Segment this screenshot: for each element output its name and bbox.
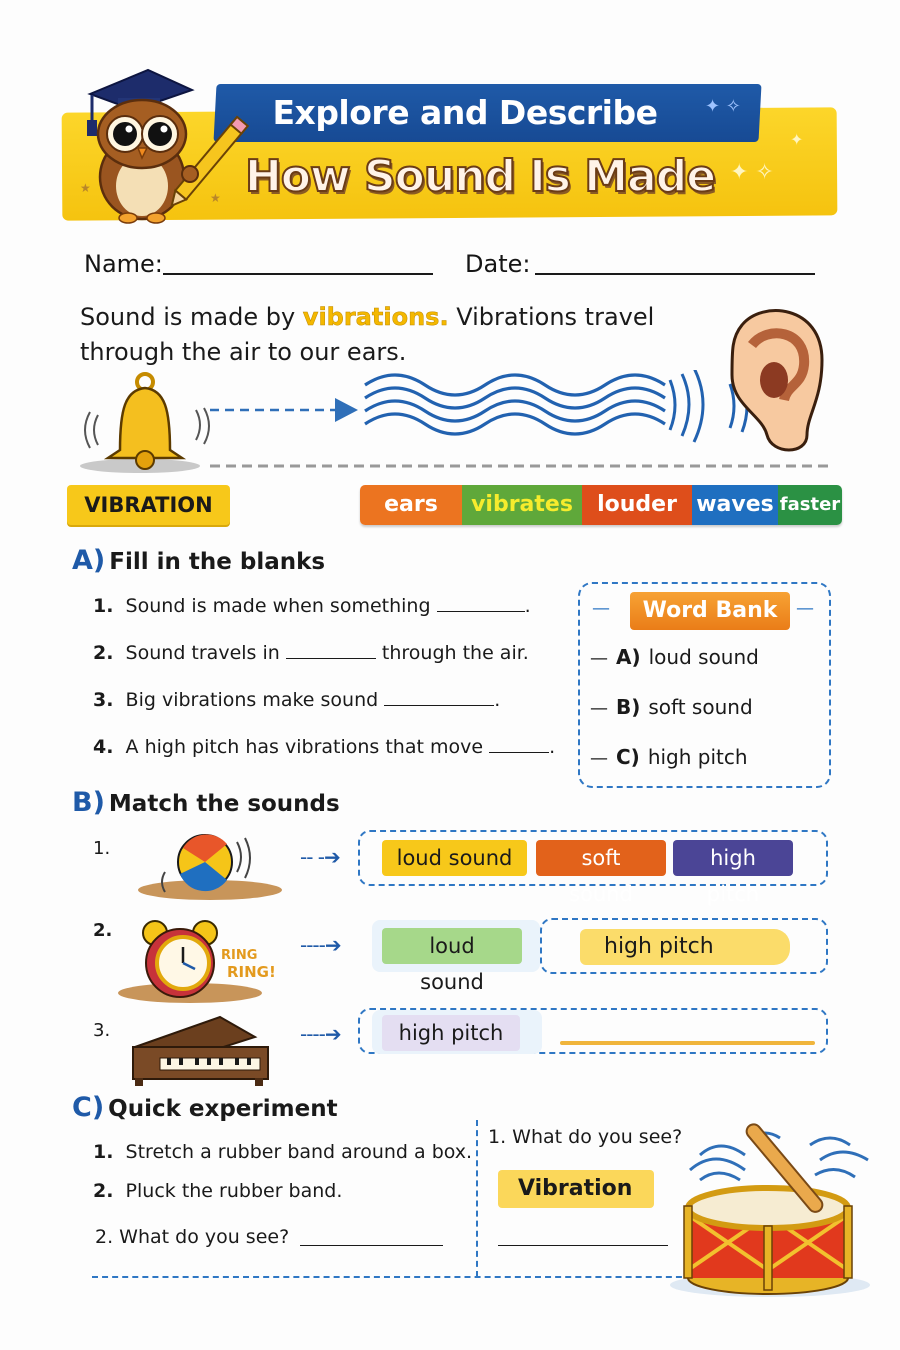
question-text: A high pitch has vibrations that move bbox=[125, 736, 484, 758]
word-bank-title: Word Bank bbox=[630, 592, 790, 630]
match-row-3-number: 3. bbox=[93, 1020, 111, 1041]
match-chip-high-pitch[interactable]: high pitch bbox=[673, 840, 793, 876]
section-divider bbox=[476, 1120, 478, 1277]
bouncing-ball-icon bbox=[135, 832, 290, 902]
intro-text-end: Vibrations travel through the air to our ears. bbox=[80, 303, 655, 366]
vocab-word-strip bbox=[360, 485, 842, 525]
answer-blank-4[interactable] bbox=[489, 739, 549, 753]
word-bank-item-c: — C) high pitch bbox=[590, 745, 748, 769]
match-answer-line[interactable] bbox=[560, 1041, 815, 1045]
question-text-end: . bbox=[549, 736, 556, 758]
sparkle-icon: ✦ ✧ bbox=[730, 160, 774, 185]
owl-mascot-icon bbox=[70, 62, 250, 227]
fill-question-4 bbox=[93, 736, 555, 758]
sparkle-icon: ✦ ✧ bbox=[705, 96, 741, 117]
intro-text-start: Sound is made by bbox=[80, 303, 303, 331]
question-text-end: . bbox=[524, 595, 531, 617]
vocab-tag-vibration: VIBRATION bbox=[67, 485, 230, 525]
drum-icon bbox=[660, 1120, 885, 1300]
word-bank-text: high pitch bbox=[647, 745, 748, 769]
question-text: Sound is made when something bbox=[125, 595, 431, 617]
worksheet-title: How Sound Is Made bbox=[244, 151, 716, 202]
step-text: Stretch a rubber band around a box. bbox=[125, 1141, 473, 1163]
dash-decoration: — bbox=[796, 598, 814, 619]
word-bank-key: C) bbox=[616, 745, 640, 769]
alarm-clock-icon bbox=[115, 915, 285, 1005]
date-field[interactable] bbox=[535, 273, 815, 275]
question-text: Sound travels in bbox=[125, 642, 280, 664]
question-text: Big vibrations make sound bbox=[125, 689, 379, 711]
experiment-answer-vibration[interactable]: Vibration bbox=[498, 1170, 654, 1208]
experiment-step-1 bbox=[93, 1141, 472, 1163]
question-number: 3. bbox=[93, 689, 114, 711]
section-divider bbox=[92, 1276, 692, 1278]
name-field[interactable] bbox=[163, 273, 433, 275]
word-bank-item-b: — B) soft sound bbox=[590, 695, 753, 719]
question-text: 2. What do you see? bbox=[95, 1226, 290, 1248]
date-label: Date: bbox=[465, 250, 531, 278]
question-number: 1. bbox=[93, 595, 114, 617]
question-text-end: . bbox=[494, 689, 501, 711]
match-chip-high-pitch[interactable]: high pitch bbox=[382, 1015, 520, 1051]
experiment-question-right: 1. What do you see? bbox=[488, 1126, 683, 1148]
question-text-end: through the air. bbox=[381, 642, 529, 664]
bell-icon bbox=[108, 374, 182, 469]
vocab-word-vibrates: vibrates bbox=[462, 485, 582, 525]
vocab-word-louder: louder bbox=[582, 485, 692, 525]
word-bank-item-a: — A) loud sound bbox=[590, 645, 759, 669]
step-text: Pluck the rubber band. bbox=[125, 1180, 343, 1202]
word-bank-key: B) bbox=[616, 695, 641, 719]
match-row-2-number: 2. bbox=[93, 920, 113, 941]
fill-question-3 bbox=[93, 689, 500, 711]
match-chip-loud-sound[interactable]: loud sound bbox=[382, 928, 522, 964]
answer-blank-1[interactable] bbox=[437, 598, 525, 612]
ear-icon bbox=[712, 305, 827, 455]
match-arrow-icon: ----➔ bbox=[300, 1022, 341, 1046]
word-bank-key: A) bbox=[616, 645, 641, 669]
section-a-title: Fill in the blanks bbox=[109, 549, 326, 575]
sparkle-icon: ✦ bbox=[790, 130, 804, 149]
step-number: 1. bbox=[93, 1141, 114, 1163]
experiment-step-2 bbox=[93, 1180, 342, 1202]
word-bank-text: loud sound bbox=[648, 645, 759, 669]
vocab-word-waves: waves bbox=[692, 485, 778, 525]
intro-text bbox=[80, 300, 680, 370]
section-b-heading bbox=[72, 787, 340, 818]
experiment-answer-field-left[interactable] bbox=[300, 1244, 443, 1246]
match-chip-loud-sound[interactable]: loud sound bbox=[382, 840, 527, 876]
intro-keyword: vibrations. bbox=[302, 303, 449, 331]
question-number: 2. bbox=[93, 642, 114, 664]
section-c-title: Quick experiment bbox=[108, 1096, 338, 1122]
svg-text:★: ★ bbox=[210, 191, 221, 205]
match-chip-soft-sound[interactable]: soft sound bbox=[536, 840, 666, 876]
vocab-word-ears: ears bbox=[360, 485, 462, 525]
name-label: Name: bbox=[84, 250, 163, 278]
word-bank-text: soft sound bbox=[648, 695, 753, 719]
section-a-heading bbox=[72, 545, 325, 576]
experiment-question-left bbox=[95, 1226, 289, 1248]
dash-decoration: — bbox=[592, 598, 610, 619]
piano-icon bbox=[125, 1012, 275, 1087]
match-row-1-number: 1. bbox=[93, 838, 111, 859]
answer-blank-3[interactable] bbox=[384, 692, 494, 706]
section-c-letter: C) bbox=[72, 1092, 105, 1123]
answer-blank-2[interactable] bbox=[286, 645, 376, 659]
fill-question-1 bbox=[93, 595, 531, 617]
section-b-letter: B) bbox=[72, 787, 105, 818]
step-number: 2. bbox=[93, 1180, 114, 1202]
match-chip-high-pitch[interactable]: high pitch bbox=[580, 929, 790, 965]
fill-question-2 bbox=[93, 642, 529, 664]
vocab-word-faster: faster bbox=[778, 485, 842, 525]
match-arrow-icon: ----➔ bbox=[300, 933, 341, 957]
question-number: 4. bbox=[93, 736, 114, 758]
svg-text:RING!: RING! bbox=[227, 963, 276, 981]
section-a-letter: A) bbox=[72, 545, 106, 576]
svg-text:RING: RING bbox=[221, 948, 258, 963]
match-arrow-icon: -- -➔ bbox=[300, 845, 340, 869]
section-b-title: Match the sounds bbox=[108, 791, 340, 817]
worksheet-subtitle: Explore and Describe bbox=[272, 93, 658, 132]
section-c-heading bbox=[72, 1092, 338, 1123]
experiment-answer-field-right[interactable] bbox=[498, 1244, 668, 1246]
svg-text:★: ★ bbox=[80, 181, 91, 195]
